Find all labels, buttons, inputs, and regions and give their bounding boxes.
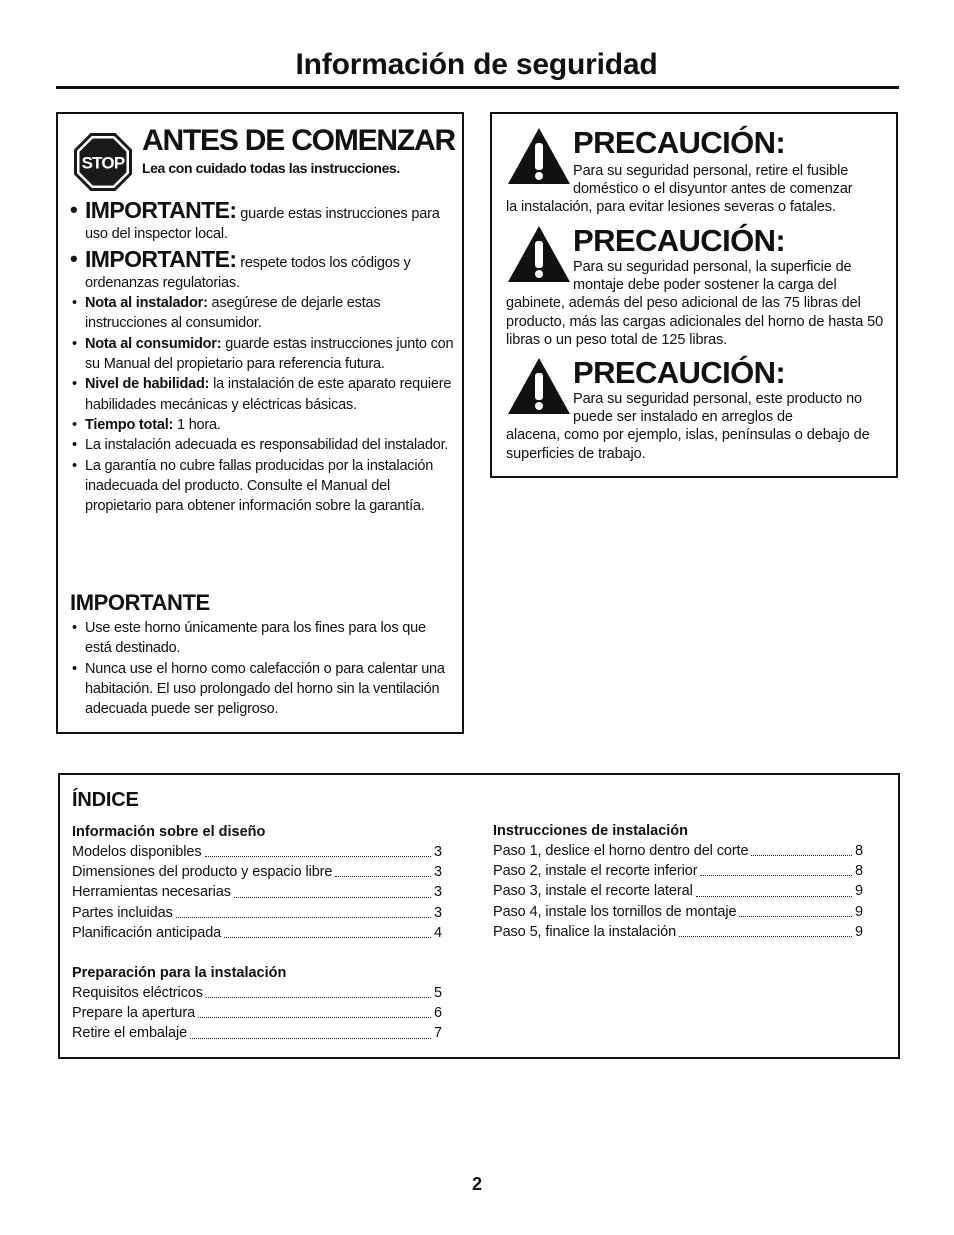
list-item: • Tiempo total: 1 hora. [72,416,221,433]
antes-de-comenzar-box [56,112,464,734]
important-item: • IMPORTANTE: respete todos los códigos y ordenanzas regulatorias. [70,245,411,291]
precaucion-text: Para su seguridad personal, la superficie de montaje debe poder sostener la carga del gabinete, además del peso adicional de las 75 libras del producto, más las cargas adicionales del horno de hasta 50 libras o un peso total de 125 libras. [506,259,884,348]
page-title: Información de seguridad [295,48,658,81]
indice-section-title: Instrucciones de instalación [493,823,688,839]
toc-entry[interactable]: Dimensiones del producto y espacio libre 3 [72,864,442,881]
toc-entry[interactable]: Paso 2, instale el recorte inferior 8 [493,863,863,880]
antes-heading: ANTES DE COMENZAR [142,124,455,157]
indice-column-right [493,821,863,942]
list-item: • Nivel de habilidad: la instalación de este aparato requiere habilidades mecánicas y eléctricas básicas. [72,376,452,413]
stop-sign-icon [73,132,133,192]
list-item: • Use este horno únicamente para los fines para los que está destinado. [72,620,426,657]
indice-box [58,773,900,1059]
indice-section-title: Información sobre el diseño [72,824,266,840]
list-item: • Nunca use el horno como calefacción o para calentar una habitación. El uso prolongado del horno sin la ventilación adecuada puede ser peligroso. [72,660,445,718]
precaucion-heading: PRECAUCIÓN: [573,125,786,160]
toc-entry[interactable]: Paso 3, instale el recorte lateral 9 [493,883,863,900]
important-item: • IMPORTANTE: guarde estas instrucciones para uso del inspector local. [70,197,440,243]
indice-column-left [72,822,442,1044]
importante-heading: IMPORTANTE [70,590,210,615]
precaucion-text: Para su seguridad personal, este producto no puede ser instalado en arreglos de alacena, como por ejemplo, islas, penínsulas o debajo de superficies de trabajo. [506,391,870,462]
stop-sign-label: STOP [81,153,125,173]
precaucion-heading: PRECAUCIÓN: [573,355,786,390]
list-item: • Nota al instalador: asegúrese de dejarle estas instrucciones al consumidor. [72,295,381,332]
toc-entry[interactable]: Planificación anticipada 4 [72,924,442,941]
toc-entry[interactable]: Paso 4, instale los tornillos de montaje 9 [493,903,863,920]
precaucion-box [490,112,898,478]
importante-list [70,618,456,719]
antes-subheading: Lea con cuidado todas las instrucciones. [142,160,400,176]
precaucion-text: Para su seguridad personal, retire el fusible doméstico o el disyuntor antes de comenzar la instalación, para evitar lesiones severas o fatales. [506,163,853,216]
page-number: 2 [471,1174,482,1194]
list-item: • Nota al consumidor: guarde estas instrucciones junto con su Manual del propietario para referencia futura. [72,335,454,373]
title-rule [56,86,899,89]
precaucion-heading: PRECAUCIÓN: [573,223,786,258]
indice-heading: ÍNDICE [72,789,139,811]
antes-list [70,197,456,516]
list-item: • La instalación adecuada es responsabilidad del instalador. [72,437,449,454]
toc-entry[interactable]: Paso 5, finalice la instalación 9 [493,923,863,940]
toc-entry[interactable]: Retire el embalaje 7 [72,1025,442,1042]
toc-entry[interactable]: Partes incluidas 3 [72,904,442,921]
indice-section-title: Preparación para la instalación [72,965,287,982]
toc-entry[interactable]: Herramientas necesarias 3 [72,884,442,901]
toc-entry[interactable]: Prepare la apertura 6 [72,1005,442,1022]
toc-entry[interactable]: Modelos disponibles 3 [72,844,442,860]
toc-entry[interactable]: Paso 1, deslice el horno dentro del corte 8 [493,843,863,859]
list-item: • La garantía no cubre fallas producidas por la instalación inadecuada del producto. Consulte el Manual del propietario para obtener información sobre la garantía. [72,457,434,515]
toc-entry[interactable]: Requisitos eléctricos 5 [72,985,442,1002]
